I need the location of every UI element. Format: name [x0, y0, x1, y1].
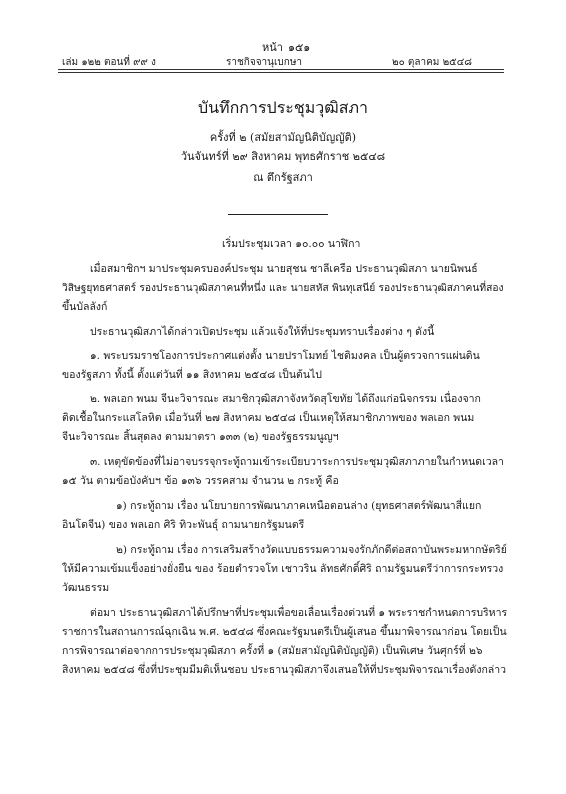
publication-date: ๒๐ ตุลาคม ๒๕๔๘: [392, 57, 473, 68]
page-label: หน้า: [262, 41, 283, 54]
body-line: ๒) กระทู้ถาม เรื่อง การเสริมสร้างวัดแบบธรรมความจงรักภักดีต่อสถาบันพระมหากษัตริย์: [116, 544, 507, 556]
meeting-date: วันจันทร์ที่ ๒๙ สิงหาคม พุทธศักราช ๒๕๔๘: [180, 150, 386, 163]
body-line: เริ่มประชุมเวลา ๑๐.๐๐ นาฬิกา: [222, 238, 361, 250]
body-line: ต่อมา ประธานวุฒิสภาได้ปรึกษาที่ประชุมเพื่อขอเลื่อนเรื่องด่วนที่ ๑ พระราชกำหนดการบริหาร: [90, 607, 508, 619]
body-line: วิสิษฐยุทธศาสตร์ รองประธานวุฒิสภาคนที่หนึ่ง และ นายสหัส พินทุเสนีย์ รองประธานวุฒิสภาคนที่สอง: [62, 282, 504, 294]
body-line: ติดเชื้อในกระแสโลหิต เมื่อวันที่ ๒๗ สิงหาคม ๒๕๔๘ เป็นเหตุให้สมาชิกภาพของ พลเอก พนม: [62, 412, 475, 424]
body-line: เมื่อสมาชิกฯ มาประชุมครบองค์ประชุม นายสุชน ชาลีเครือ ประธานวุฒิสภา นายนิพนธ์: [90, 263, 478, 275]
page-number: ๑๕๑: [288, 41, 311, 54]
header-rule: [58, 69, 504, 70]
title-divider: [228, 214, 328, 215]
gazette-name: ราชกิจจานุเบกษา: [226, 57, 303, 68]
body-line: ๒. พลเอก พนม จีนะวิจารณะ สมาชิกวุฒิสภาจังหวัดสุโขทัย ได้ถึงแก่อนิจกรรม เนื่องจาก: [90, 393, 481, 405]
body-line: ของรัฐสภา ทั้งนี้ ตั้งแต่วันที่ ๑๑ สิงหาคม ๒๕๔๘ เป็นต้นไป: [62, 369, 322, 381]
body-line: อินโดจีน) ของ พลเอก ศิริ ทิวะพันธุ์ ถามนายกรัฐมนตรี: [62, 519, 305, 531]
session-number: ครั้งที่ ๒ (สมัยสามัญนิติบัญญัติ): [209, 131, 357, 144]
body-line: ๑๕ วัน ตามข้อบังคับฯ ข้อ ๑๓๖ วรรคสาม จำนวน ๒ กระทู้ คือ: [62, 475, 339, 487]
meeting-venue: ณ ตึกรัฐสภา: [253, 171, 313, 184]
volume-issue: เล่ม ๑๒๒ ตอนที่ ๙๙ ง: [62, 57, 156, 68]
body-line: ๑) กระทู้ถาม เรื่อง นโยบายการพัฒนาภาคเหนือตอนล่าง (ยุทธศาสตร์พัฒนาสี่แยก: [116, 500, 482, 512]
body-line: ๓. เหตุขัดข้องที่ไม่อาจบรรจุกระทู้ถามเข้าระเบียบวาระการประชุมวุฒิสภาภายในกำหนดเวลา: [90, 456, 504, 468]
body-line: วัฒนธรรม: [62, 582, 110, 594]
body-line: ประธานวุฒิสภาได้กล่าวเปิดประชุม แล้วแจ้งให้ที่ประชุมทราบเรื่องต่าง ๆ ดังนี้: [90, 326, 435, 338]
body-line: ๑. พระบรมราชโองการประกาศแต่งตั้ง นายปราโมทย์ ไชติมงคล เป็นผู้ตรวจการแผ่นดิน: [90, 350, 480, 362]
body-line: ขึ้นบัลลังก์: [62, 301, 108, 313]
body-line: จีนะวิจารณะ สิ้นสุดลง ตามมาตรา ๑๓๓ (๒) ของรัฐธรรมนูญฯ: [62, 431, 339, 443]
header-rule-second: [58, 72, 504, 73]
body-line: ให้มีความเข้มแข็งอย่างยั่งยืน ของ ร้อยตำรวจโท เชาวริน ลัทธศักดิ์ศิริ ถามรัฐมนตรีว่าการกระทรวง: [62, 563, 504, 575]
body-line: การพิจารณาต่อจากการประชุมวุฒิสภา ครั้งที่ ๑ (สมัยสามัญนิติบัญญัติ) เป็นพิเศษ วันศุกร์ที่ ๒๖: [62, 645, 483, 657]
body-line: ราชการในสถานการณ์ฉุกเฉิน พ.ศ. ๒๕๔๘ ซึ่งคณะรัฐมนตรีเป็นผู้เสนอ ขึ้นมาพิจารณาก่อน โดยเป็น: [62, 626, 507, 638]
document-title: บันทึกการประชุมวุฒิสภา: [197, 98, 369, 117]
body-line: สิงหาคม ๒๕๔๘ ซึ่งที่ประชุมมีมติเห็นชอบ ประธานวุฒิสภาจึงเสนอให้ที่ประชุมพิจารณาเรื่องดังกล่าว: [62, 664, 507, 676]
